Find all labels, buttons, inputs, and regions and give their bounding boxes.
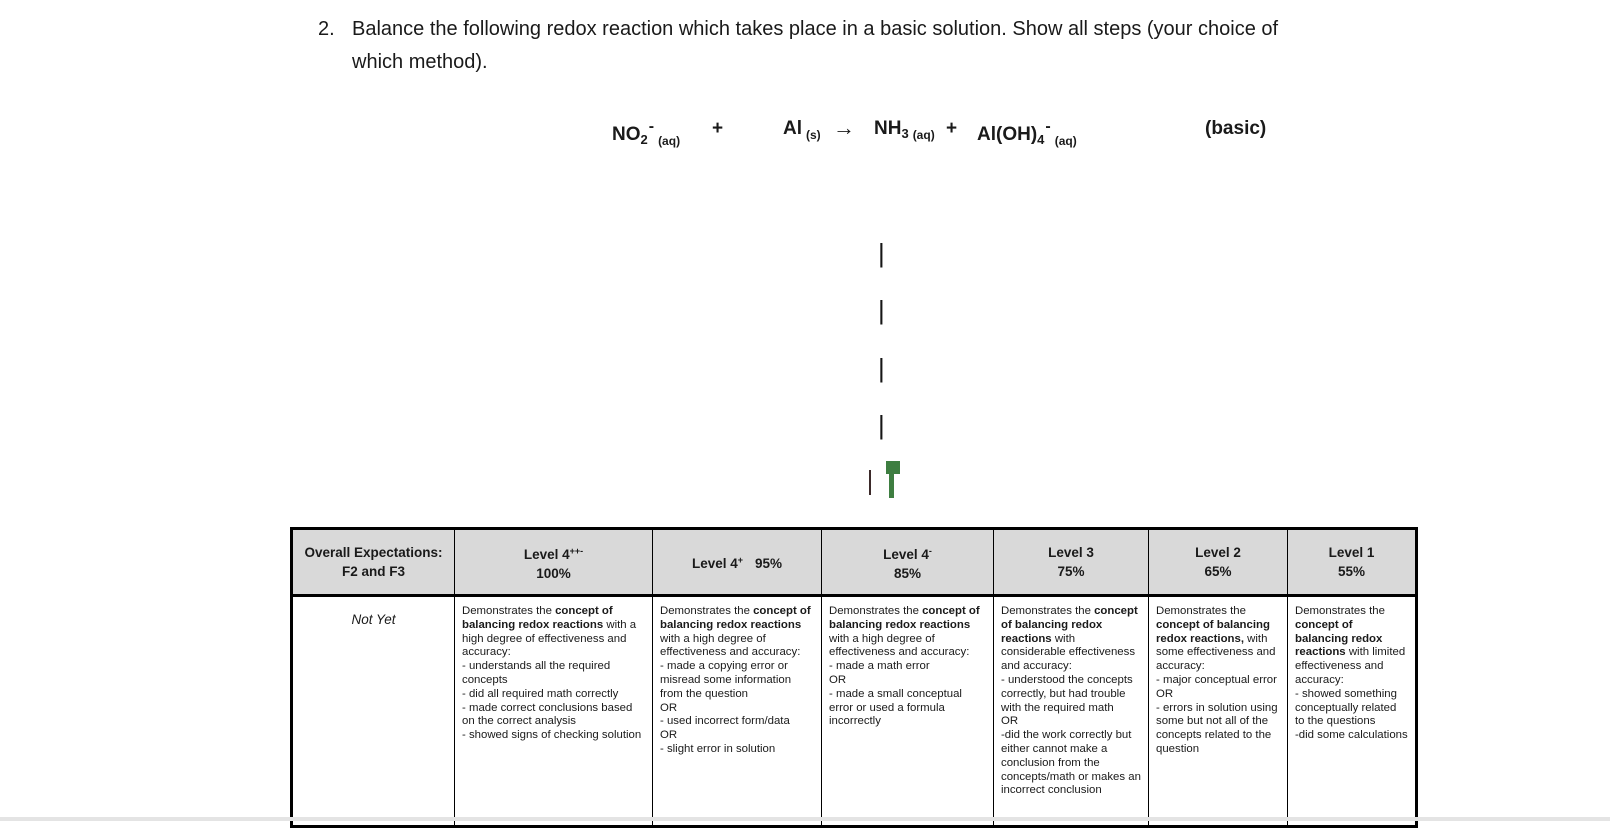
equation-term-nh3: $NH_3$ $_{(aq)}$ — [874, 118, 935, 142]
equation-condition-basic: (basic) — [1205, 118, 1267, 139]
equation-term-no2: $NO_2^-_{(aq)}$ — [612, 118, 681, 148]
equation-term-al: Al $_{(s)}$ — [783, 118, 821, 142]
pipe-mark-2: | — [878, 295, 885, 325]
pipe-mark-1: | — [878, 238, 885, 268]
rubric-header-level4-plusplus: Level 4++- 100% — [455, 529, 653, 596]
rubric-header-level1: Level 1 55% — [1288, 529, 1417, 596]
answer-work-area[interactable] — [700, 220, 1100, 510]
page-bottom-edge — [0, 817, 1610, 821]
question-line-1: Balance the following redox reaction which takes place in a basic solution. Show all steps (your choice of — [352, 18, 1279, 40]
rubric-header-level4-minus: Level 4- 85% — [822, 529, 994, 596]
not-yet-label: Not Yet — [351, 612, 396, 627]
rubric-table-container — [290, 527, 1418, 828]
equation-plus-1: + — [712, 118, 724, 139]
rubric-row-label-cell — [292, 596, 455, 827]
question-number: 2. — [318, 18, 335, 40]
text-caret — [869, 470, 871, 495]
rubric-cell-level4-plus: Demonstrates the concept of balancing redox reactions with a high degree of effectiveness and accuracy: - made a copying error or misread some information from the question OR - used incorrect form/data OR - slight error in solution — [653, 596, 822, 827]
rubric-header-level4-plus: Level 4+ 95% — [653, 529, 822, 596]
pipe-mark-4: | — [878, 410, 885, 440]
chemical-equation — [0, 112, 1610, 156]
rubric-cell-level3: Demonstrates the concept of balancing redox reactions with considerable effectiveness and accuracy: - understood the concepts correctly, but had trouble with the required math OR -did the work correctly but either cannot make a conclusion from the concepts/math or makes an incorrect conclusion — [994, 596, 1149, 827]
collaborator-cursor-stem — [889, 474, 894, 498]
rubric-header-row — [292, 529, 1417, 596]
question-line-2: which method). — [352, 51, 488, 73]
question-text — [352, 13, 1372, 79]
rubric-cell-level4-plusplus: Demonstrates the concept of balancing redox reactions with a high degree of effectiveness and accuracy: - understands all the required concepts - did all required math correctly - made correct conclusions based on the correct analysis - showed signs of checking solution — [455, 596, 653, 827]
reaction-arrow: → — [833, 115, 855, 140]
rubric-cell-level1: Demonstrates the concept of balancing redox reactions with limited effectiveness and accuracy: - showed something conceptually related to the questions -did some calculations — [1288, 596, 1417, 827]
rubric-cell-level2: Demonstrates the concept of balancing redox reactions, with some effectiveness and accuracy: - major conceptual error OR - errors in solution using some but not all of the concepts related to the question — [1149, 596, 1288, 827]
pipe-mark-3: | — [878, 353, 885, 383]
rubric-header-level3: Level 3 75% — [994, 529, 1149, 596]
equation-term-aloh4: $Al(OH)_4^-_{(aq)}$ — [977, 118, 1077, 148]
collaborator-cursor-flag-icon — [886, 461, 900, 474]
rubric-header-overall-expectations: Overall Expectations: F2 and F3 — [292, 529, 455, 596]
rubric-cell-level4-minus: Demonstrates the concept of balancing redox reactions with a high degree of effectiveness and accuracy: - made a math error OR - made a small conceptual error or used a formula incorrectly — [822, 596, 994, 827]
rubric-body-row — [292, 596, 1417, 827]
rubric-header-level2: Level 2 65% — [1149, 529, 1288, 596]
rubric-table — [290, 527, 1418, 828]
equation-plus-2: + — [946, 118, 958, 139]
